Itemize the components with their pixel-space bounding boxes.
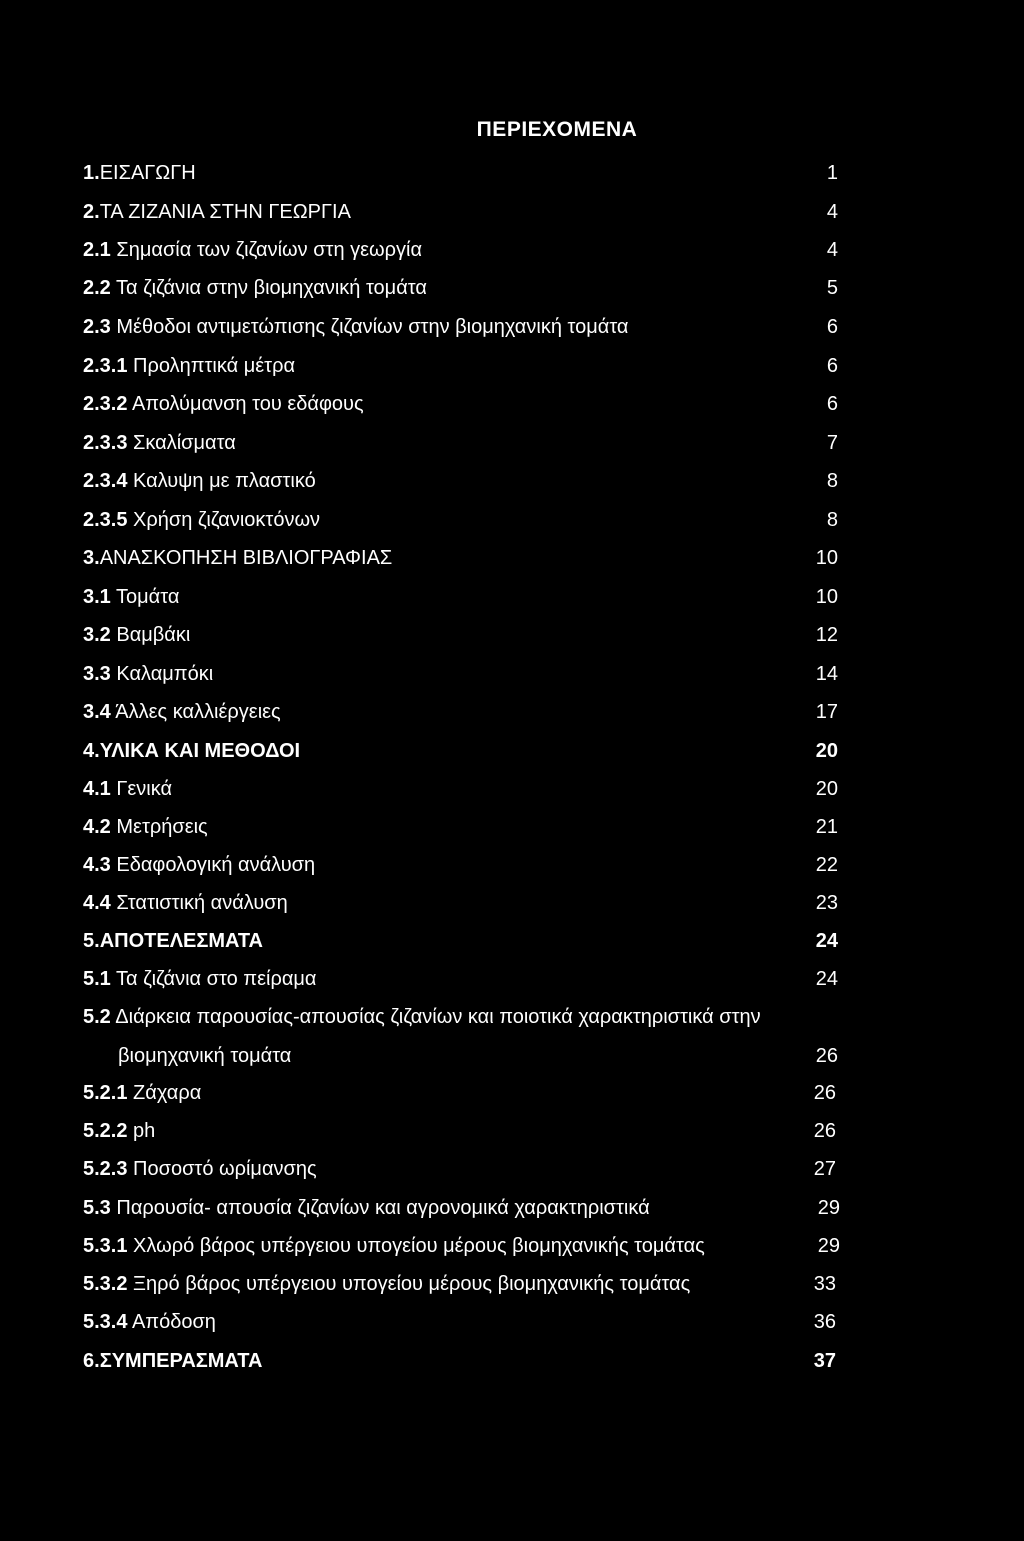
toc-entry-number: 2.3.4 [83, 470, 128, 492]
toc-page-number: 12 [815, 624, 838, 646]
toc-entry-number: 5.1 [83, 968, 111, 990]
toc-entry-number: 2.2 [83, 277, 111, 299]
toc-entry-text: ΕΙΣΑΓΩΓΗ [99, 162, 196, 184]
toc-entry-number: 3.3 [83, 663, 111, 685]
toc-entry-text: Απολύμανση του εδάφους [127, 393, 364, 415]
toc-page-number: 33 [813, 1273, 836, 1295]
toc-entry-text: Χρήση ζιζανιοκτόνων [127, 509, 321, 531]
toc-entry [83, 1310, 216, 1334]
toc-entry-text: Μέθοδοι αντιμετώπισης ζιζανίων στην βιομηχανική τομάτα [110, 316, 629, 338]
toc-entry [83, 739, 300, 763]
toc-entry-text: Καλυψη με πλαστικό [127, 470, 316, 492]
toc-page-number: 20 [815, 778, 838, 800]
toc-entry [83, 315, 629, 339]
toc-entry [83, 1196, 650, 1220]
toc-page-number: 10 [815, 547, 838, 569]
toc-page-number: 29 [817, 1197, 840, 1219]
toc-entry-text: Γενικά [110, 778, 173, 800]
toc-entry-text: ph [127, 1120, 156, 1142]
toc-entry [83, 276, 427, 300]
toc-entry [118, 1044, 291, 1068]
toc-entry-text: Στατιστική ανάλυση [110, 892, 288, 914]
toc-entry-number: 4.2 [83, 816, 111, 838]
toc-page-number: 4 [826, 201, 838, 223]
toc-page-number: 26 [815, 1045, 838, 1067]
toc-entry-number: 3.2 [83, 624, 111, 646]
toc-page-number: 6 [826, 355, 838, 377]
toc-entry [83, 1005, 761, 1029]
toc-page-number: 5 [826, 277, 838, 299]
toc-entry [83, 1119, 155, 1143]
toc-entry-number: 5.3.1 [83, 1235, 128, 1257]
toc-entry-text: Άλλες καλλιέργειες [110, 701, 281, 723]
toc-entry-number: 5.3.2 [83, 1273, 128, 1295]
toc-entry [83, 815, 208, 839]
toc-entry-text: Σκαλίσματα [127, 432, 236, 454]
toc-page-number: 4 [826, 239, 838, 261]
toc-page-number: 23 [815, 892, 838, 914]
toc-entry [83, 777, 172, 801]
toc-entry [83, 1234, 705, 1258]
toc-entry [83, 431, 236, 455]
toc-entry-text: Εδαφολογική ανάλυση [110, 854, 316, 876]
toc-entry-text: Ποσοστό ωρίμανσης [127, 1158, 317, 1180]
toc-entry [83, 508, 320, 532]
toc-page-number: 37 [813, 1350, 836, 1372]
toc-page-number: 26 [813, 1082, 836, 1104]
toc-entry-number: 5.2.3 [83, 1158, 128, 1180]
toc-page-number: 29 [817, 1235, 840, 1257]
toc-entry-number: 2.3.2 [83, 393, 128, 415]
toc-entry [83, 200, 351, 224]
toc-entry [83, 238, 422, 262]
toc-entry-number: 4.3 [83, 854, 111, 876]
toc-entry-number: 1. [83, 162, 100, 184]
toc-entry-text: Μετρήσεις [110, 816, 208, 838]
toc-page-number: 24 [815, 930, 838, 952]
toc-entry-text: Βαμβάκι [110, 624, 191, 646]
toc-entry-number: 4.1 [83, 778, 111, 800]
toc-entry-number: 3.4 [83, 701, 111, 723]
toc-page-number: 26 [813, 1120, 836, 1142]
toc-entry-number: 5.2.2 [83, 1120, 128, 1142]
toc-entry-text: ΑΝΑΣΚΟΠΗΣΗ ΒΙΒΛΙΟΓΡΑΦΙΑΣ [99, 547, 393, 569]
toc-entry-number: 2. [83, 201, 100, 223]
toc-entry-number: 2.3 [83, 316, 111, 338]
toc-entry [83, 1157, 317, 1181]
toc-page-number: 36 [813, 1311, 836, 1333]
toc-page-number: 20 [815, 740, 838, 762]
toc-entry [83, 585, 179, 609]
toc-entry [83, 700, 281, 724]
toc-entry-number: 6. [83, 1350, 100, 1372]
toc-entry [83, 1349, 262, 1373]
toc-page-number: 17 [815, 701, 838, 723]
toc-entry-number: 3. [83, 547, 100, 569]
toc-page-number: 21 [815, 816, 838, 838]
toc-title: ΠΕΡΙΕΧΟΜΕΝΑ [476, 118, 638, 141]
toc-entry-number: 2.3.5 [83, 509, 128, 531]
toc-entry-text: Χλωρό βάρος υπέργειου υπογείου μέρους βιομηχανικής τομάτας [127, 1235, 705, 1257]
toc-entry-text: Τομάτα [110, 586, 180, 608]
toc-entry-text: ΤΑ ΖΙΖΑΝΙΑ ΣΤΗΝ ΓΕΩΡΓΙΑ [99, 201, 351, 223]
toc-entry-text: ΥΛΙΚΑ ΚΑΙ ΜΕΘΟΔΟΙ [99, 740, 301, 762]
toc-page-number: 10 [815, 586, 838, 608]
toc-entry-text: Παρουσία- απουσία ζιζανίων και αγρονομικά χαρακτηριστικά [110, 1197, 650, 1219]
toc-entry-text: ΣΥΜΠΕΡΑΣΜΑΤΑ [99, 1350, 263, 1372]
toc-entry [83, 354, 295, 378]
toc-page-number: 14 [815, 663, 838, 685]
toc-entry-text: Ζάχαρα [127, 1082, 202, 1104]
toc-page-number: 8 [826, 509, 838, 531]
toc-page-number: 6 [826, 316, 838, 338]
toc-entry [83, 967, 316, 991]
toc-entry-number: 2.3.1 [83, 355, 128, 377]
toc-entry [83, 853, 315, 877]
toc-page-number: 22 [815, 854, 838, 876]
toc-entry-text: Τα ζιζάνια στο πείραμα [110, 968, 317, 990]
toc-entry-text: Διάρκεια παρουσίας-απουσίας ζιζανίων και ποιοτικά χαρακτηριστικά στην [110, 1006, 761, 1028]
toc-entry [83, 469, 316, 493]
toc-entry-text: Τα ζιζάνια στην βιομηχανική τομάτα [110, 277, 427, 299]
toc-entry [83, 662, 213, 686]
toc-entry-number: 5.3.4 [83, 1311, 128, 1333]
toc-entry [83, 1081, 201, 1105]
toc-entry [83, 891, 288, 915]
toc-entry [83, 392, 364, 416]
toc-entry-text: Σημασία των ζιζανίων στη γεωργία [110, 239, 423, 261]
toc-entry-number: 3.1 [83, 586, 111, 608]
toc-entry-text: ΑΠΟΤΕΛΕΣΜΑΤΑ [99, 930, 263, 952]
toc-entry [83, 1272, 690, 1296]
toc-entry-number: 5.3 [83, 1197, 111, 1219]
toc-page-number: 8 [826, 470, 838, 492]
toc-entry-text: Απόδοση [127, 1311, 216, 1333]
toc-entry-number: 2.1 [83, 239, 111, 261]
toc-entry [83, 929, 263, 953]
toc-entry [83, 546, 392, 570]
toc-page-number: 7 [826, 432, 838, 454]
toc-entry [83, 623, 190, 647]
toc-entry-number: 5. [83, 930, 100, 952]
toc-page-number: 1 [826, 162, 838, 184]
toc-entry-number: 5.2 [83, 1006, 111, 1028]
toc-entry [83, 161, 196, 185]
toc-entry-number: 4.4 [83, 892, 111, 914]
toc-entry-text: Καλαμπόκι [110, 663, 214, 685]
toc-entry-number: 2.3.3 [83, 432, 128, 454]
toc-entry-text: βιομηχανική τομάτα [118, 1045, 292, 1067]
toc-entry-number: 4. [83, 740, 100, 762]
toc-entry-text: Ξηρό βάρος υπέργειου υπογείου μέρους βιομηχανικής τομάτας [127, 1273, 691, 1295]
toc-page-number: 24 [815, 968, 838, 990]
toc-entry-number: 5.2.1 [83, 1082, 128, 1104]
toc-page-number: 6 [826, 393, 838, 415]
toc-page-number: 27 [813, 1158, 836, 1180]
toc-entry-text: Προληπτικά μέτρα [127, 355, 296, 377]
